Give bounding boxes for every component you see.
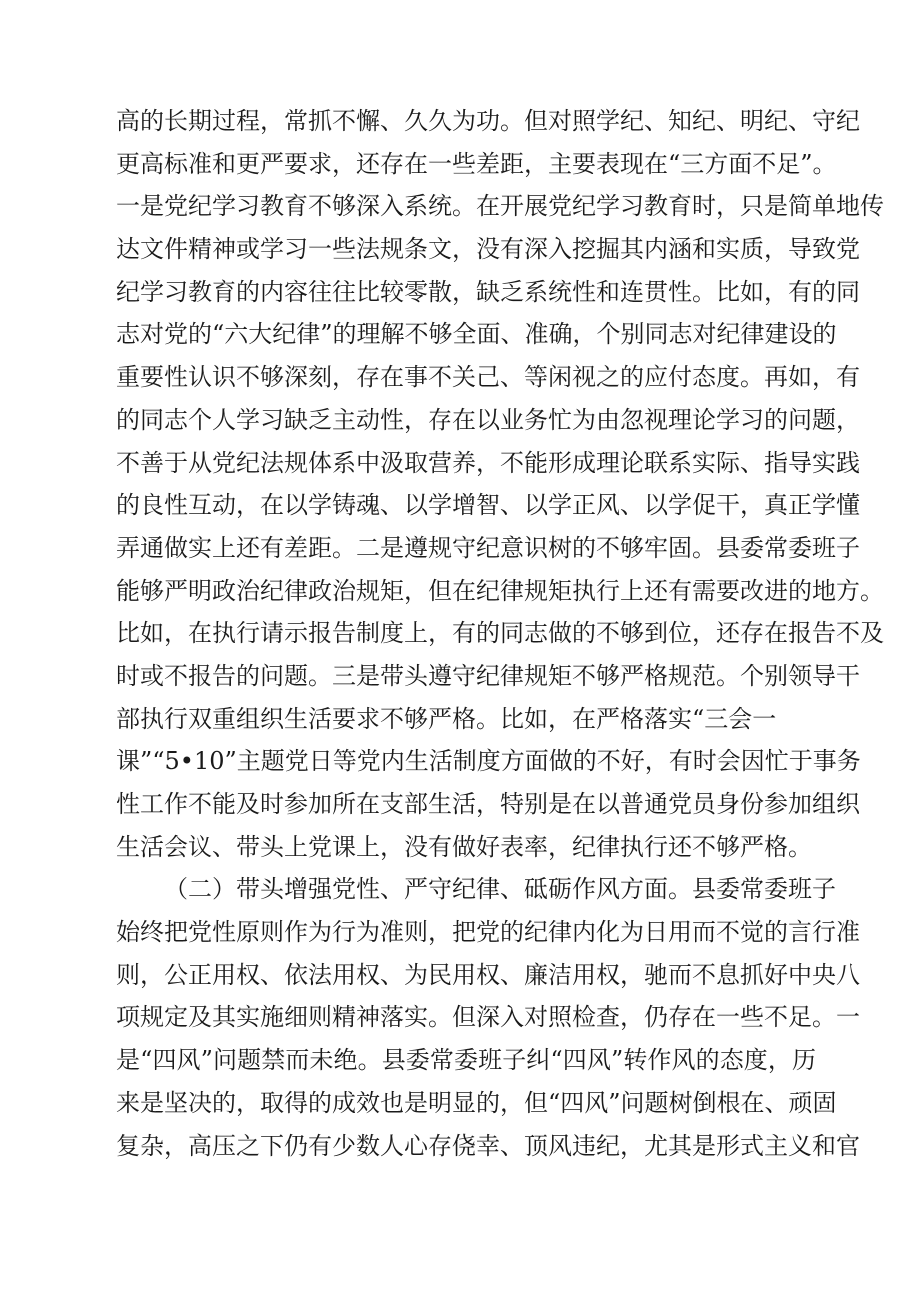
- text-line: 纪学习教育的内容往往比较零散，缺乏系统性和连贯性。比如，有的同: [116, 277, 860, 306]
- body-text: [116, 100, 884, 1167]
- text-line: 高的长期过程，常抓不懈、久久为功。但对照学纪、知纪、明纪、守纪: [116, 107, 860, 135]
- text-line: 不善于从党纪法规体系中汲取营养，不能形成理论联系实际、指导实践: [116, 448, 860, 477]
- text-line: 是“四风”问题禁而未绝。县委常委班子纠“四风”转作风的态度，历: [116, 1046, 816, 1075]
- text-line: 一是党纪学习教育不够深入系统。在开展党纪学习教育时，只是简单地传: [116, 192, 884, 221]
- paragraph-heading-line: （二）带头增强党性、严守纪律、砥砺作风方面。县委常委班子: [164, 875, 836, 904]
- text-line: 比如，在执行请示报告制度上，有的同志做的不够到位，还存在报告不及: [116, 619, 884, 648]
- text-line: 来是坚决的，取得的成效也是明显的，但“四风”问题树倒根在、顽固: [116, 1088, 837, 1117]
- text-line: 的良性互动，在以学铸魂、以学增智、以学正风、以学促干，真正学懂: [116, 491, 860, 520]
- text-line: 志对党的“六大纪律”的理解不够全面、准确，个别同志对纪律建设的: [116, 320, 837, 349]
- text-line: 弄通做实上还有差距。二是遵规守纪意识树的不够牢固。县委常委班子: [116, 533, 860, 562]
- text-line: 则，公正用权、依法用权、为民用权、廉洁用权，驰而不息抓好中央八: [116, 960, 860, 989]
- text-line: 重要性认识不够深刻，存在事不关己、等闲视之的应付态度。再如，有: [116, 363, 860, 392]
- text-line: 性工作不能及时参加所在支部生活，特别是在以普通党员身份参加组织: [116, 790, 860, 818]
- text-line: 复杂，高压之下仍有少数人心存侥幸、顶风违纪，尤其是形式主义和官: [116, 1131, 860, 1160]
- text-line: 更高标准和更严要求，还存在一些差距，主要表现在“三方面不足”。: [116, 149, 837, 178]
- text-line: 项规定及其实施细则精神落实。但深入对照检查，仍存在一些不足。一: [116, 1003, 860, 1032]
- text-line: 能够严明政治纪律政治规矩，但在纪律规矩执行上还有需要改进的地方。: [116, 576, 884, 605]
- text-line: 始终把党性原则作为行为准则，把党的纪律内化为日用而不觉的言行准: [116, 918, 860, 947]
- text-line: 课”“5•10”主题党日等党内生活制度方面做的不好，有时会因忙于事务: [116, 747, 861, 776]
- text-line: 生活会议、带头上党课上，没有做好表率，纪律执行还不够严格。: [116, 832, 812, 861]
- text-line: 的同志个人学习缺乏主动性，存在以业务忙为由忽视理论学习的问题，: [116, 405, 860, 434]
- text-line: 时或不报告的问题。三是带头遵守纪律规矩不够严格规范。个别领导干: [116, 661, 860, 690]
- text-line: 部执行双重组织生活要求不够严格。比如，在严格落实“三会一: [116, 704, 777, 733]
- text-line: 达文件精神或学习一些法规条文，没有深入挖掘其内涵和实质，导致党: [116, 235, 860, 264]
